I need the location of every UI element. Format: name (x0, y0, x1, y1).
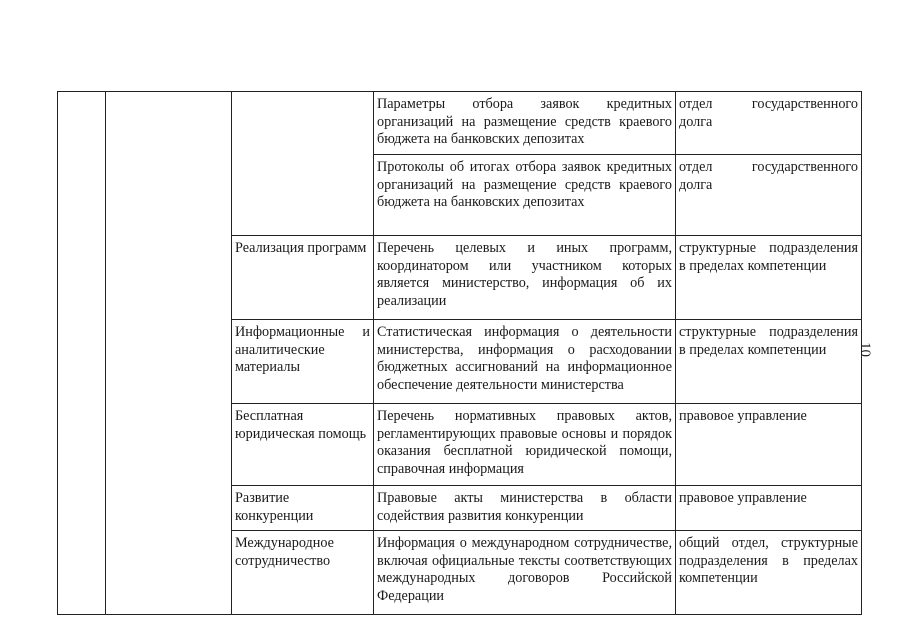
content-cell: Статистическая информация о деятельности министерства, информация о расходовании бюджетных ассигнований на информационное обеспечение деятельности министерства (374, 320, 676, 404)
section-cell: Развитие конкуренции (232, 486, 374, 531)
section-cell-empty (232, 92, 374, 236)
responsible-cell: отдел государственного долга (676, 155, 862, 236)
section-cell: Реализация программ (232, 236, 374, 320)
section-cell: Информационные и аналитические материалы (232, 320, 374, 404)
responsible-cell: структурные подразделения в пределах компетенции (676, 320, 862, 404)
responsible-cell: правовое управление (676, 486, 862, 531)
category-column-cell (106, 92, 232, 615)
content-cell: Перечень нормативных правовых актов, регламентирующих правовые основы и порядок оказания бесплатной юридической помощи, справочная информация (374, 404, 676, 486)
responsible-cell: отдел государственного долга (676, 92, 862, 155)
content-cell: Правовые акты министерства в области содействия развития конкуренции (374, 486, 676, 531)
document-table (57, 91, 862, 615)
responsible-cell: структурные подразделения в пределах компетенции (676, 236, 862, 320)
responsible-cell: правовое управление (676, 404, 862, 486)
responsible-cell: общий отдел, структурные подразделения в пределах компетенции (676, 531, 862, 615)
number-column-cell (58, 92, 106, 615)
content-cell: Параметры отбора заявок кредитных организаций на размещение средств краевого бюджета на банковских депозитах (374, 92, 676, 155)
content-cell: Перечень целевых и иных программ, координатором или участником которых является министерство, информация об их реализации (374, 236, 676, 320)
page-number: 10 (857, 342, 873, 357)
content-cell: Информация о международном сотрудничестве, включая официальные тексты соответствующих международных договоров Российской Федерации (374, 531, 676, 615)
content-cell: Протоколы об итогах отбора заявок кредитных организаций на размещение средств краевого бюджета на банковских депозитах (374, 155, 676, 236)
table-row (58, 92, 862, 155)
section-cell: Бесплатная юридическая помощь (232, 404, 374, 486)
section-cell: Международное сотрудничество (232, 531, 374, 615)
